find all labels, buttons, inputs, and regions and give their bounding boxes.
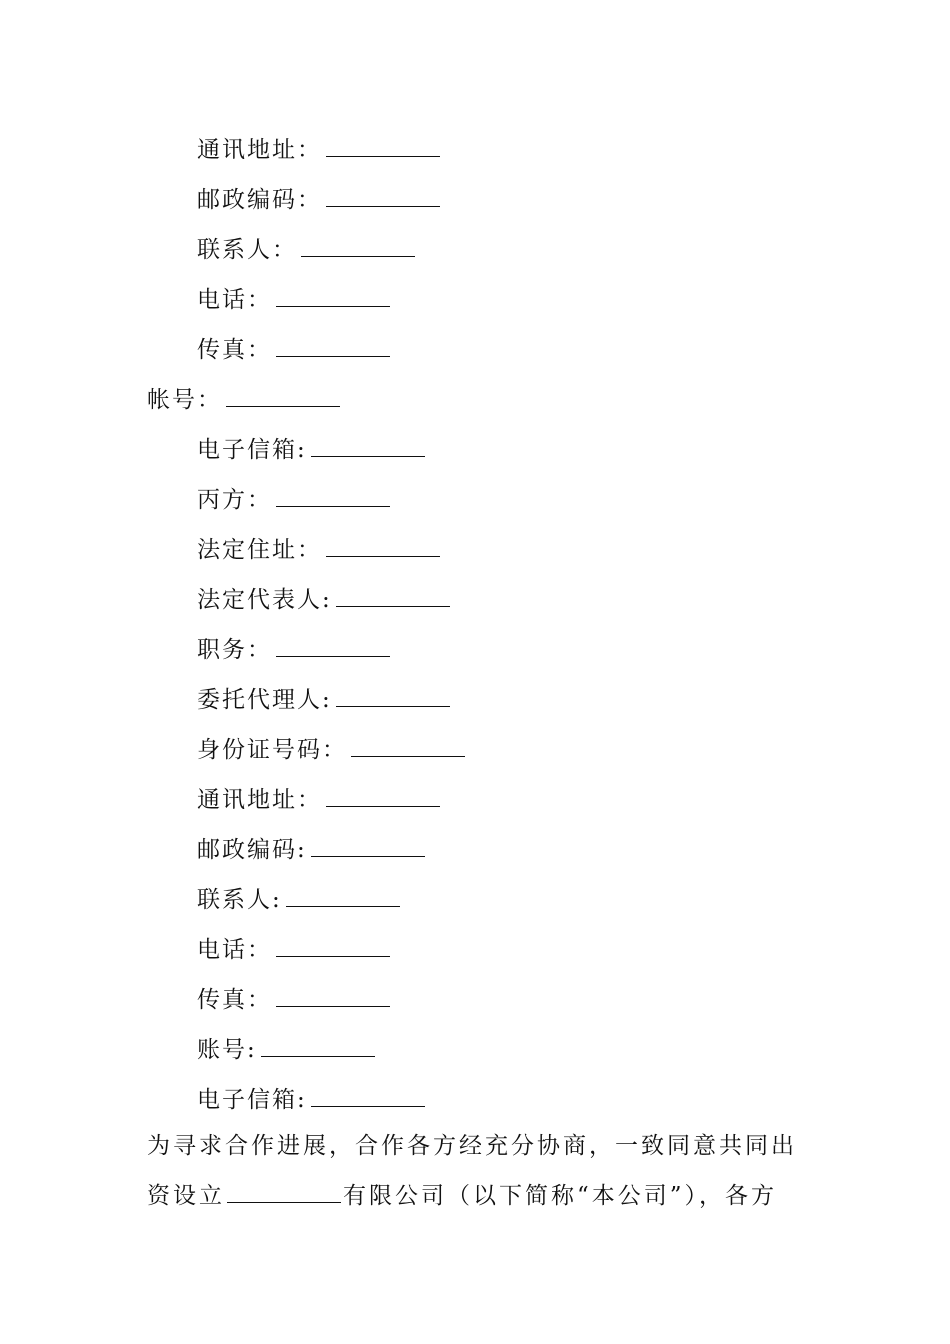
paragraph-text: 为寻求合作进展，合作各方经充分协商，一致同意共同出 [147,1133,797,1159]
field-row [147,380,340,420]
paragraph-text: 有限公司（以下简称“本公司”），各方 [343,1183,778,1209]
paragraph-text: 资设立 [147,1183,225,1209]
field-row [197,1030,375,1070]
field-label: 联系人： [197,237,297,263]
field-row [197,430,425,470]
field-row [197,780,440,820]
field-label: 邮政编码: [197,837,307,863]
fill-in-blank[interactable] [301,230,415,257]
fill-in-blank[interactable] [276,980,390,1007]
fill-in-blank[interactable] [336,580,450,607]
field-label: 身份证号码： [197,737,347,763]
fill-in-blank[interactable] [286,880,400,907]
fill-in-blank[interactable] [311,1080,425,1107]
fill-in-blank[interactable] [276,330,390,357]
field-row [197,580,450,620]
field-row [197,680,450,720]
fill-in-blank[interactable] [326,530,440,557]
field-row [197,230,415,270]
field-label: 委托代理人: [197,687,332,713]
field-row [197,480,390,520]
field-row [197,880,400,920]
field-row [197,830,425,870]
field-row [197,130,440,170]
company-name-blank[interactable] [227,1176,341,1203]
field-label: 法定代表人: [197,587,332,613]
field-label: 通讯地址： [197,787,322,813]
fill-in-blank[interactable] [311,830,425,857]
fill-in-blank[interactable] [326,780,440,807]
field-label: 丙方： [197,487,272,513]
field-label: 传真： [197,987,272,1013]
fill-in-blank[interactable] [261,1030,375,1057]
field-label: 电子信箱: [197,1087,307,1113]
field-label: 通讯地址： [197,137,322,163]
body-paragraph-line [147,1176,807,1216]
field-label: 电子信箱: [197,437,307,463]
fill-in-blank[interactable] [326,180,440,207]
fill-in-blank[interactable] [276,280,390,307]
fill-in-blank[interactable] [276,930,390,957]
fill-in-blank[interactable] [311,430,425,457]
field-label: 职务： [197,637,272,663]
body-paragraph-line [147,1126,807,1166]
field-label: 账号: [197,1037,257,1063]
field-row [197,1080,425,1120]
field-row [197,530,440,570]
fill-in-blank[interactable] [226,380,340,407]
field-row [197,280,390,320]
field-label: 联系人: [197,887,282,913]
field-row [197,180,440,220]
field-label: 电话： [197,937,272,963]
field-label: 帐号： [147,387,222,413]
field-label: 法定住址： [197,537,322,563]
field-row [197,630,390,670]
field-row [197,930,390,970]
field-label: 邮政编码： [197,187,322,213]
field-row [197,330,390,370]
field-label: 传真： [197,337,272,363]
fill-in-blank[interactable] [326,130,440,157]
fill-in-blank[interactable] [276,480,390,507]
field-row [197,980,390,1020]
field-label: 电话： [197,287,272,313]
field-row [197,730,465,770]
fill-in-blank[interactable] [336,680,450,707]
fill-in-blank[interactable] [351,730,465,757]
fill-in-blank[interactable] [276,630,390,657]
